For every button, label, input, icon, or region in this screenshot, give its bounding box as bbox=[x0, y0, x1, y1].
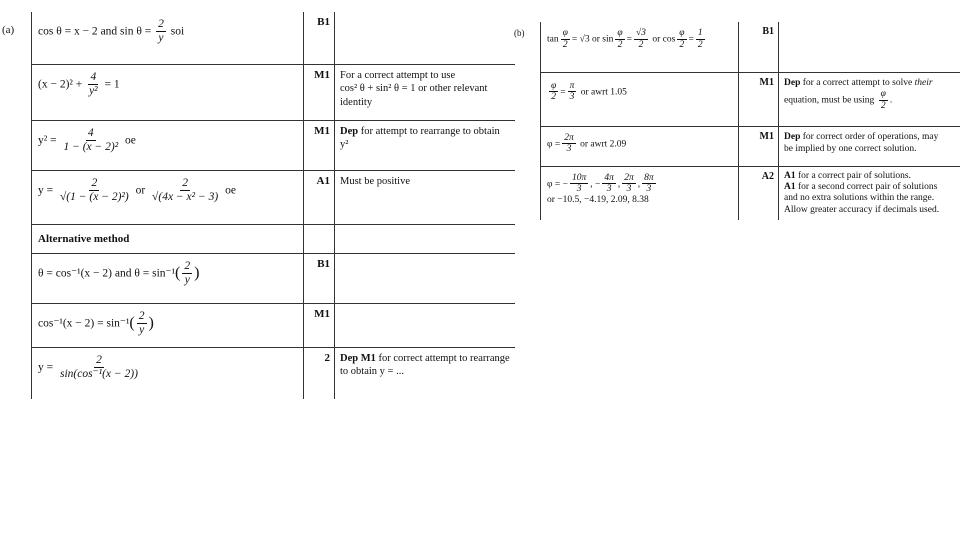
comment-cell bbox=[335, 224, 515, 253]
part-a-label: (a) bbox=[2, 24, 15, 36]
comment-cell: Must be positive bbox=[335, 170, 515, 224]
working-cell: y = $\frac{2}{\text{√(1 − (x − 2)²)}}$ or $\frac{2}{\text{√(4x − x² − 3)}}$ oe bbox=[38, 176, 236, 203]
working-cell: cos⁻¹(x − 2) = sin⁻¹( $\frac{2}{y}$ ) bbox=[38, 309, 154, 336]
comment-cell: A1 for a correct pair of solutions. A1 for a second correct pair of solutions and no extra solutions within the range. Allow greater accuracy if decimals used. bbox=[784, 170, 940, 215]
marks-cell: M1 bbox=[739, 126, 779, 166]
alternative-method-heading: Alternative method bbox=[38, 232, 130, 245]
comment-cell: Dep for attempt to rearrange to obtain y² bbox=[335, 120, 515, 170]
marks-cell: M1 bbox=[304, 64, 335, 120]
table-row bbox=[541, 166, 960, 220]
comment-cell bbox=[335, 253, 515, 303]
table-row bbox=[32, 64, 515, 120]
working-cell: cos θ = x − 2 and sin θ = $\frac{2}{y}$ soi bbox=[38, 18, 185, 45]
comment-cell: For a correct attempt to use cos² θ + sin² θ = 1 or other relevant identity bbox=[335, 64, 515, 120]
table-row bbox=[32, 224, 515, 253]
table-row bbox=[541, 22, 960, 72]
table-row bbox=[541, 72, 960, 126]
working-cell: y² = $\frac{4}{\text{1 − (x − 2)²}}$ oe bbox=[38, 126, 136, 153]
table-row bbox=[541, 126, 960, 166]
working-cell: y = $\frac{2}{\text{sin(cos⁻¹(x − 2))}}$ bbox=[38, 353, 138, 380]
comment-cell: Dep for correct order of operations, may be implied by one correct solution. bbox=[779, 126, 960, 166]
comment-cell: Dep for a correct attempt to solve their equation, must be using $\frac{\varphi}{2}$ . bbox=[779, 72, 960, 126]
marks-cell: B1 bbox=[739, 22, 779, 72]
comment-cell: Dep M1 for correct attempt to rearrange to obtain y = ... bbox=[340, 352, 510, 378]
marks-cell: A1 bbox=[304, 170, 335, 224]
part-b-label: (b) bbox=[514, 28, 525, 38]
marks-cell: B1 bbox=[304, 12, 335, 64]
marks-cell: M1 bbox=[304, 120, 335, 170]
table-row bbox=[32, 347, 515, 399]
part-a-markscheme-table bbox=[31, 12, 515, 399]
table-row bbox=[32, 12, 515, 64]
part-b-markscheme-table bbox=[540, 22, 960, 220]
comment-cell bbox=[335, 303, 515, 347]
marks-cell bbox=[304, 224, 335, 253]
marks-cell: A2 bbox=[739, 166, 779, 220]
table-row bbox=[32, 170, 515, 224]
marks-cell: M1 bbox=[739, 72, 779, 126]
table-row bbox=[32, 253, 515, 303]
marks-cell: M1 bbox=[304, 303, 335, 347]
working-cell: $\frac{\varphi}{2}$ = $\frac{\pi}{3}$ or awrt 1.05 bbox=[551, 80, 627, 103]
working-cell: (x − 2)² + $\frac{4}{\text{y²}}$ = 1 bbox=[38, 70, 120, 97]
working-cell: θ = cos⁻¹(x − 2) and θ = sin⁻¹( $\frac{2}{y}$ ) bbox=[38, 259, 200, 286]
table-row bbox=[32, 120, 515, 170]
working-cell: tan $\frac{\varphi}{2}$ = √3 or sin $\frac{\varphi}{2}$ = $\frac{√3}{2}$ or cos $\frac{\varphi}{2}$ = $\frac{1}{2}$ bbox=[547, 28, 703, 50]
marks-cell: B1 bbox=[304, 253, 335, 303]
marks-cell: 2 bbox=[304, 347, 335, 399]
working-cell: φ = − $\frac{10\pi}{3}$ , − $\frac{4\pi}{3}$ , $\frac{2\pi}{3}$ , $\frac{8\pi}{3}$ or −10.5, −4.19, 2.09, 8.38 bbox=[547, 172, 654, 206]
working-cell: φ = $\frac{2\pi}{3}$ or awrt 2.09 bbox=[547, 132, 627, 155]
table-row bbox=[32, 303, 515, 347]
comment-cell bbox=[335, 12, 515, 64]
comment-cell bbox=[779, 22, 960, 72]
